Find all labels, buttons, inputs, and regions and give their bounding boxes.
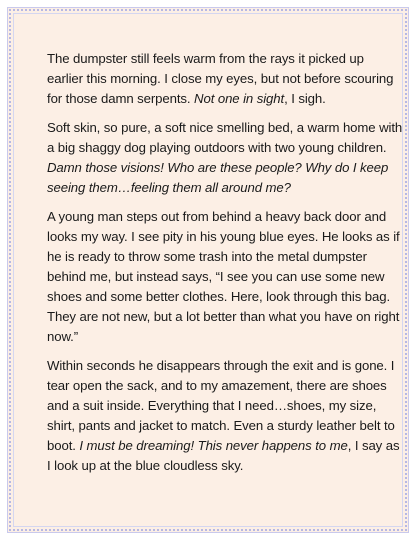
paragraph-2 xyxy=(47,118,403,198)
paragraph-1 xyxy=(47,49,403,109)
paragraph-1-text-end: , I sigh. xyxy=(284,91,326,106)
paragraph-4-italic-text: I must be dreaming! This never happens to me xyxy=(79,438,348,453)
paragraph-4-text-end: , I say as I look up at the blue cloudless sky. xyxy=(47,438,400,473)
document-page xyxy=(7,7,409,533)
paragraph-3 xyxy=(47,207,403,347)
story-text xyxy=(47,49,403,485)
paragraph-2-italic-text: Damn those visions! Who are these people? Why do I keep seeing them…feeling them all around me? xyxy=(47,160,389,195)
paragraph-1-italic-text: Not one in sight xyxy=(194,91,285,106)
paragraph-4-text: Within seconds he disappears through the exit and is gone. I tear open the sack, and to my amazement, there are shoes and a suit inside. Everything that I need…shoes, my size, shirt, pants and jacket to match. Even a sturdy leather belt to boot. xyxy=(47,358,395,453)
paragraph-1-text: The dumpster still feels warm from the rays it picked up earlier this morning. I close my eyes, but not before scouring for those damn serpents. xyxy=(47,51,394,106)
paragraph-3-text: A young man steps out from behind a heavy back door and looks my way. I see pity in his young blue eyes. He looks as if he is ready to throw some trash into the metal dumpster behind me, but instead says, “I see you can use some new shoes and some better clothes. Here, look through this bag. They are not new, but a lot better than what you have on right now.” xyxy=(47,209,400,344)
paragraph-4 xyxy=(47,356,403,476)
paragraph-2-text: Soft skin, so pure, a soft nice smelling bed, a warm home with a big shaggy dog playing outdoors with two young children. xyxy=(47,120,403,155)
